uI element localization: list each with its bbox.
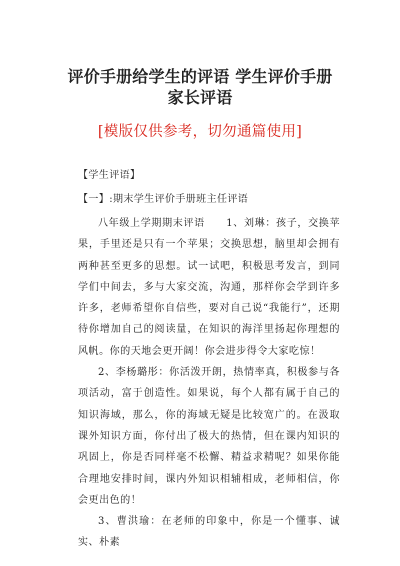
document-title: 评价手册给学生的评语 学生评价手册家长评语 bbox=[67, 67, 333, 107]
subsection-heading: 【一】:期末学生评价手册班主任评语 bbox=[78, 194, 249, 205]
document-subtitle: [模版仅供参考，切勿通篇使用] bbox=[97, 124, 303, 140]
paragraph-1: 八年级上学期期末评语 1、刘琳：孩子，交换苹果，手里还是只有一个苹果；交换思想，脑里却会拥有两种甚至更多的思想。试一试吧，积极思考发言，到同学们中间去，多与大家交流，沟通，那样你会学到许多许多，老师希望你自信些，要对自己说“我能行”，还期待你增加自己的阅读量，在知识的海洋里扬起你理想的风帆。你的天地会更开阔！你会进步得令大家吃惊！ bbox=[78, 218, 340, 357]
body-text bbox=[78, 213, 340, 554]
paragraph-3: 3、曹洪瑜：在老师的印象中，你是一个懂事、诚实、朴素 bbox=[78, 516, 340, 549]
paragraph-2: 2、李杨璐彤：你活泼开朗，热情率真，积极参与各项活动，富于创造性。如果说，每个人都有属于自己的知识海域，那么，你的海域无疑是比较宽广的。在汲取课外知识方面，你付出了极大的热情，但在课内知识的巩固上，你是否同样毫不松懈、精益求精呢？如果你能合理地安排时间，课内外知识相辅相成，老师相信，你会更出色的！ bbox=[78, 367, 340, 506]
section-heading: 【学生评语】 bbox=[78, 170, 141, 181]
